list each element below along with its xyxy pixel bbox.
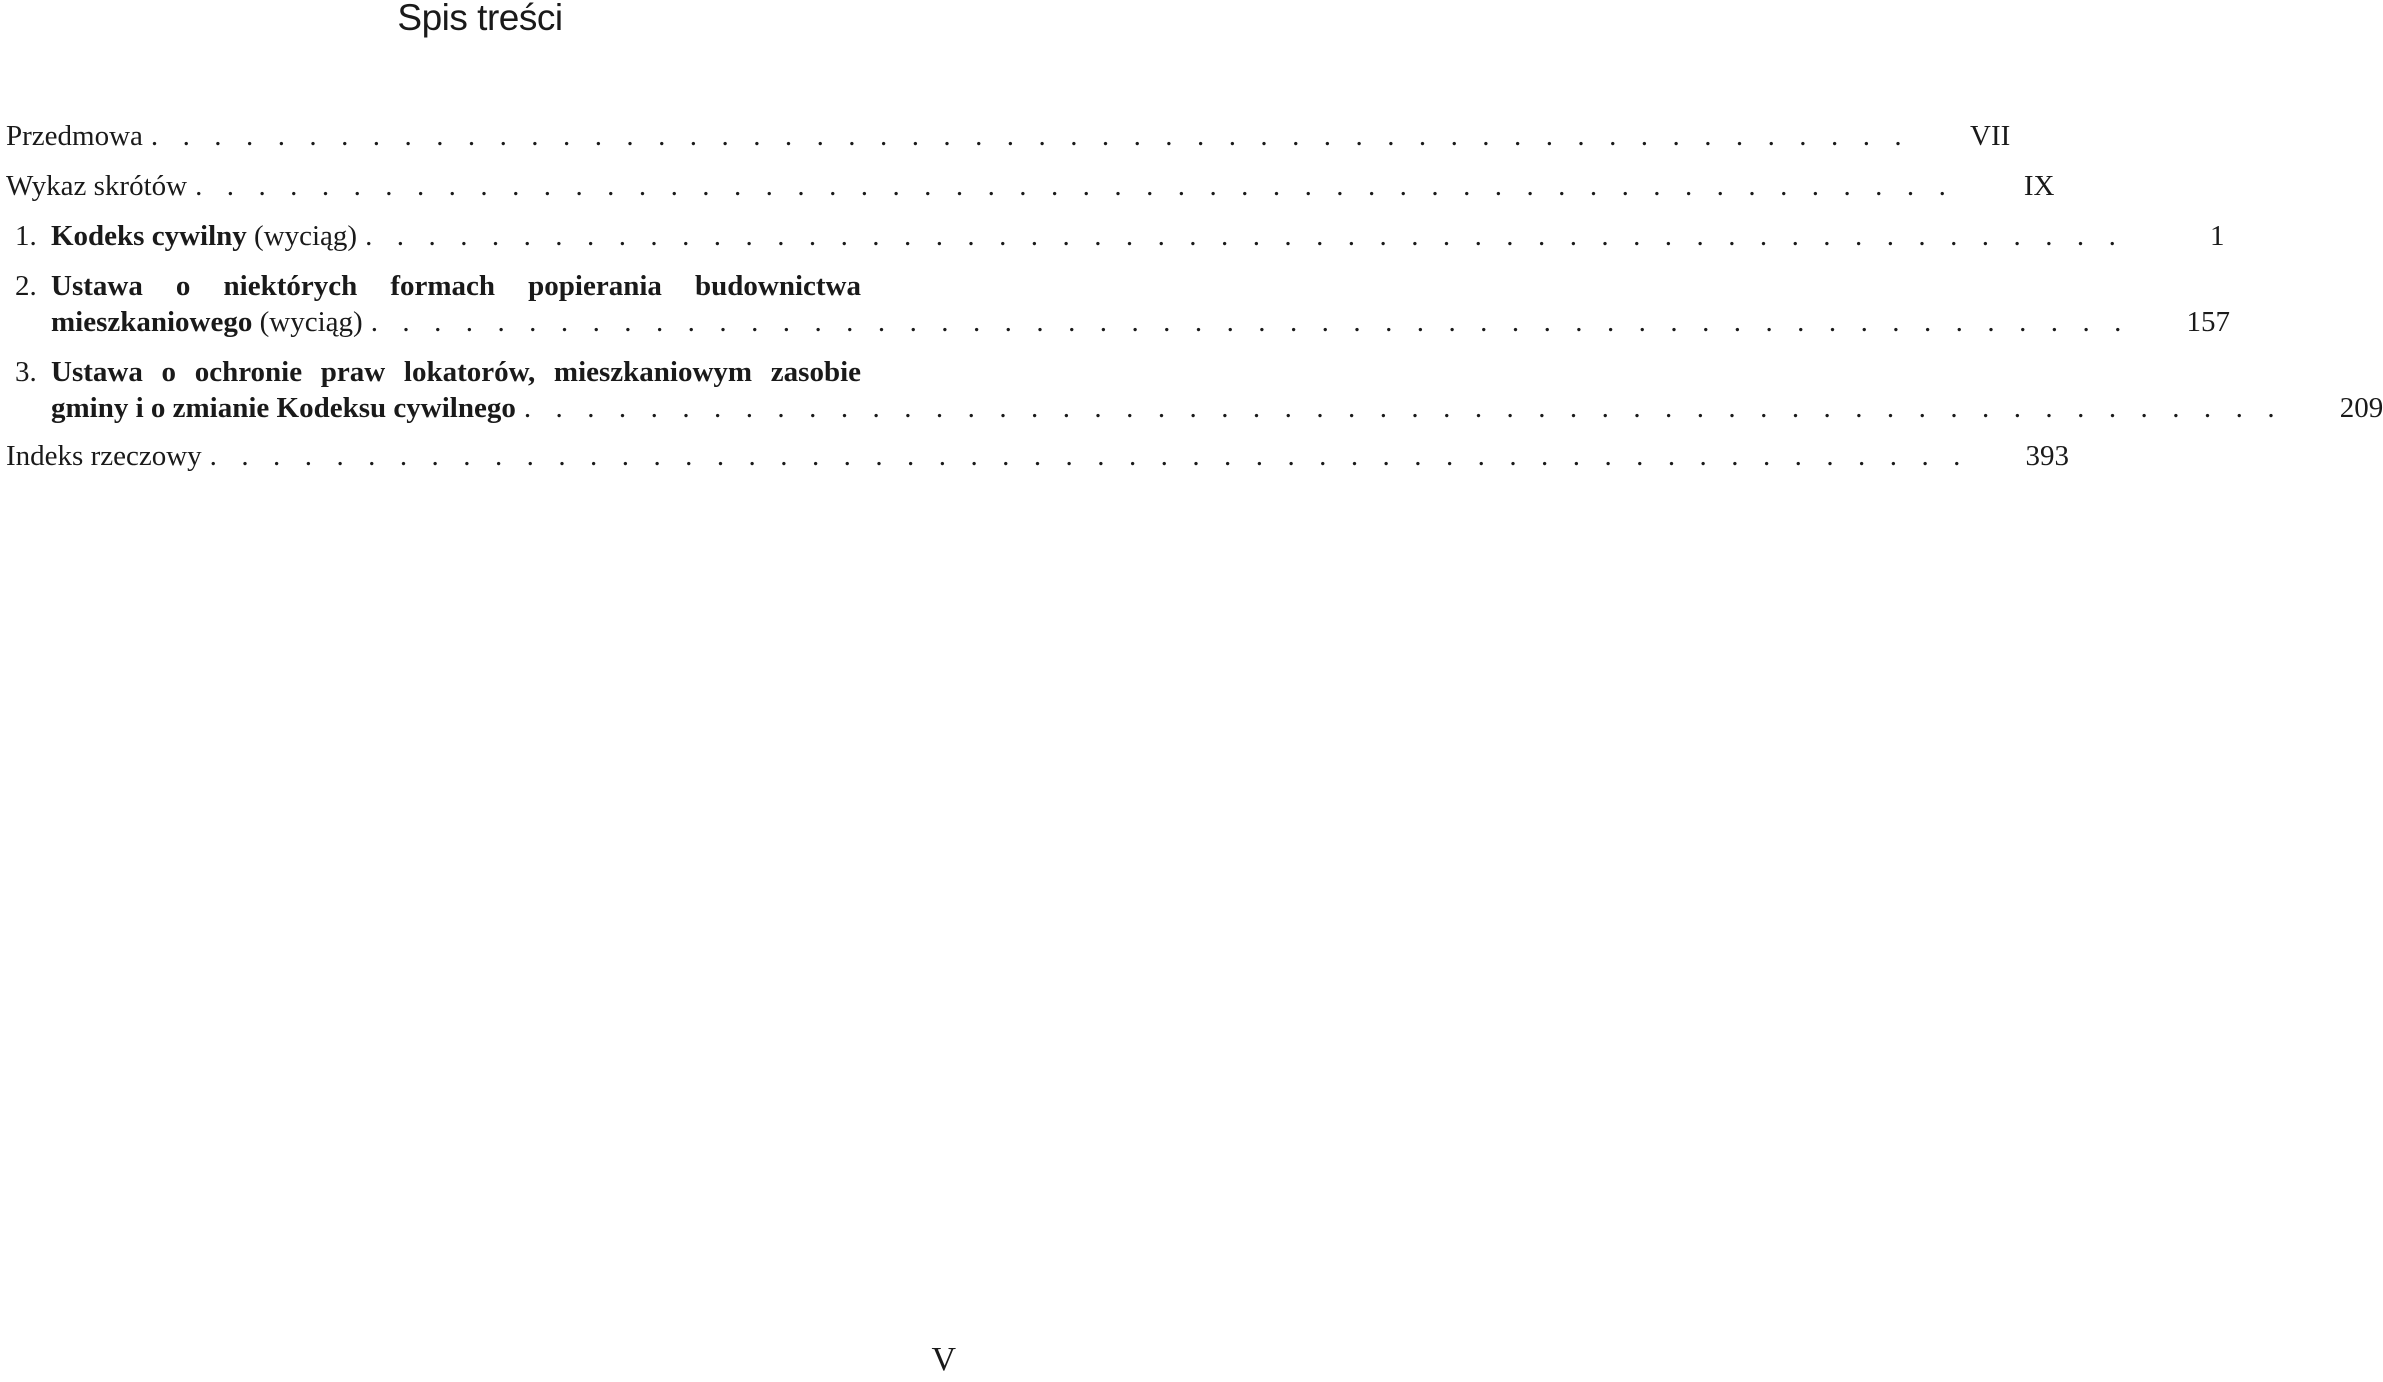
- toc-entry-przedmowa[interactable]: [0, 118, 2011, 154]
- toc-entry-number: 2.: [15, 270, 37, 302]
- toc-entry-title-bold: mieszkaniowego: [51, 306, 253, 338]
- dot-leader: . . . . . . . . . . . . . . . . . . . . . . . . . . . . . . . . . . . . . . . . . . . . . . . . . . . . . . . .: [150, 120, 1911, 152]
- dot-leader: . . . . . . . . . . . . . . . . . . . . . . . . . . . . . . . . . . . . . . . . . . . . . . . . . . . . . . . .: [195, 170, 1955, 202]
- toc-entry-indeks-rzeczowy[interactable]: [0, 438, 2070, 474]
- toc-entry-label: Indeks rzeczowy: [6, 440, 202, 472]
- dot-leader: . . . . . . . . . . . . . . . . . . . . . . . . . . . . . . . . . . . . . . . . . . . . . . . . . . . . . . . .: [209, 440, 1970, 472]
- toc-page-number: VII: [1970, 120, 2011, 152]
- toc-entry-title-line2: [51, 304, 371, 340]
- toc-entry-title-line1: Ustawa o ochronie praw lokatorów, mieszkaniowym zasobie: [51, 356, 861, 388]
- toc-entry-kodeks-cywilny[interactable]: [0, 218, 2225, 254]
- toc-entry-label: Przedmowa: [6, 120, 143, 152]
- toc-entry-number: 3.: [15, 356, 37, 388]
- toc-entry-title-rest: (wyciąg): [252, 306, 363, 338]
- toc-entry-title: [51, 218, 365, 254]
- dot-leader: . . . . . . . . . . . . . . . . . . . . . . . . . . . . . . . . . . . . . . . . . . . . . . . . . . . . . . . .: [523, 392, 2284, 424]
- toc-page-number: 1: [2209, 220, 2225, 252]
- toc-entry-ustawa-lokatorzy[interactable]: [0, 354, 2383, 426]
- dot-leader: . . . . . . . . . . . . . . . . . . . . . . . . . . . . . . . . . . . . . . . . . . . . . . . . . . . . . . . .: [365, 220, 2125, 252]
- toc-entry-wykaz-skrotow[interactable]: [0, 168, 2055, 204]
- toc-page-number: 157: [2186, 306, 2231, 338]
- table-of-contents: [0, 118, 2383, 474]
- dot-leader: . . . . . . . . . . . . . . . . . . . . . . . . . . . . . . . . . . . . . . . . . . . . . . . . . . . . . . . .: [370, 306, 2131, 338]
- toc-entry-ustawa-budownictwo[interactable]: [0, 268, 2231, 340]
- toc-entry-title-bold: Kodeks cywilny: [51, 220, 247, 252]
- page-title: Spis treści: [397, 0, 563, 38]
- toc-entry-title-bold: gminy i o zmianie Kodeksu cywilnego: [51, 392, 516, 424]
- toc-entry-title-rest: (wyciąg): [246, 220, 358, 252]
- toc-page-number: 209: [2339, 392, 2383, 424]
- toc-page-number: IX: [2023, 170, 2055, 202]
- toc-entry-title-line2: [51, 390, 524, 426]
- footer-page-number: V: [931, 1341, 956, 1378]
- toc-entry-number: 1.: [15, 220, 37, 252]
- toc-page-number: 393: [2025, 440, 2070, 472]
- toc-entry-title-line1: Ustawa o niektórych formach popierania budownictwa: [51, 270, 861, 302]
- toc-entry-label: Wykaz skrótów: [6, 170, 188, 202]
